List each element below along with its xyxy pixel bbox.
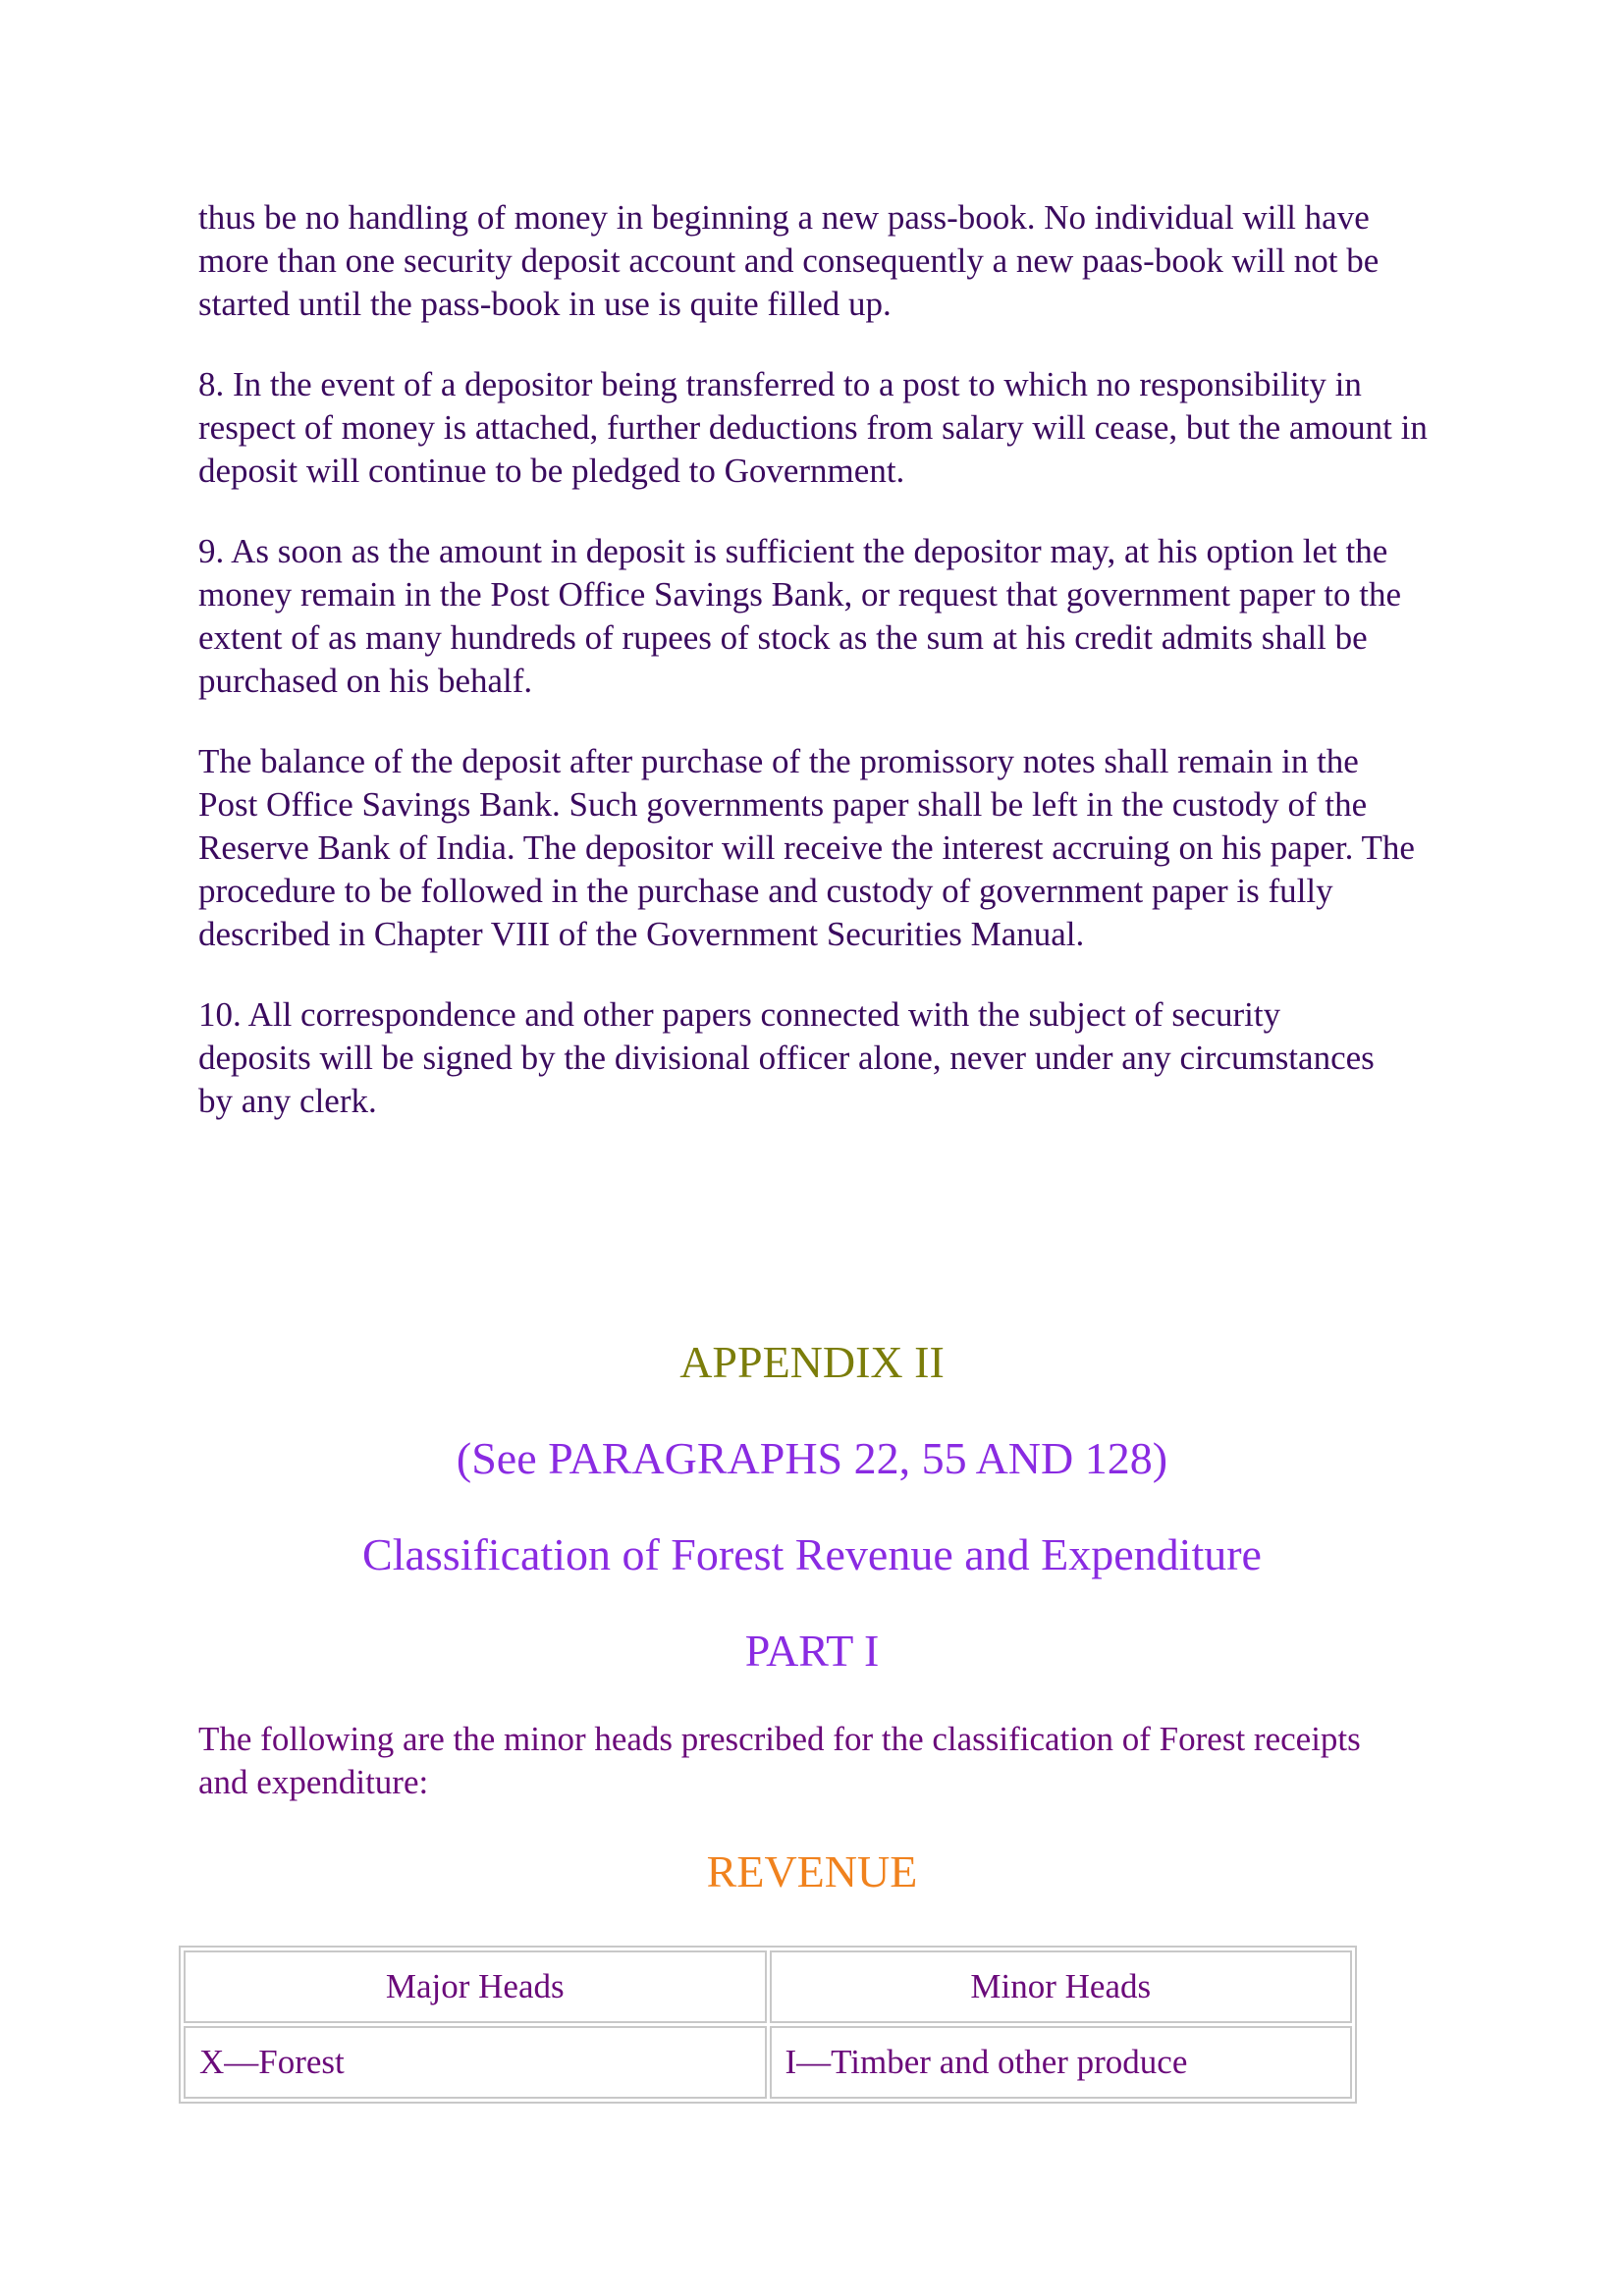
paragraph-pass-book: thus be no handling of money in beginning a new pass-book. No individual will have more than one security deposit account and consequently a new paas-book will not be started until the pass-book in use is quite filled up. <box>198 198 1380 323</box>
part-heading: PART I <box>744 1626 880 1676</box>
appendix-title: APPENDIX II <box>679 1337 945 1387</box>
revenue-table <box>179 1946 1357 2104</box>
major-head-cell: X—Forest <box>184 2026 767 2099</box>
paragraph-9: 9. As soon as the amount in deposit is sufficient the depositor may, at his option let the money remain in the Post Office Savings Bank, or request that government paper to the extent of as many hundreds of rupees of stock as the sum at his credit admits shall be purchased on his behalf. <box>198 532 1402 700</box>
body-text <box>198 196 1475 1123</box>
table-row <box>184 2026 1352 2099</box>
minor-head-cell: I—Timber and other produce <box>770 2026 1353 2099</box>
classification-title: Classification of Forest Revenue and Expenditure <box>362 1529 1262 1579</box>
paragraph-reference: (See PARAGRAPHS 22, 55 AND 128) <box>456 1433 1168 1483</box>
paragraph-10: 10. All correspondence and other papers connected with the subject of security deposits will be signed by the divisional officer alone, never under any circumstances by any clerk. <box>198 995 1375 1120</box>
paragraph-balance: The balance of the deposit after purchase of the promissory notes shall remain in the Post Office Savings Bank. Such governments paper shall be left in the custody of the Reserve Bank of India. The depositor will receive the interest accruing on his paper. The procedure to be followed in the purchase and custody of government paper is fully described in Chapter VIII of the Government Securities Manual. <box>198 742 1415 953</box>
minor-heads-header: Minor Heads <box>770 1950 1353 2023</box>
revenue-heading: REVENUE <box>706 1846 918 1896</box>
major-heads-header: Major Heads <box>184 1950 767 2023</box>
table-header-row <box>184 1950 1352 2023</box>
intro-text: The following are the minor heads prescribed for the classification of Forest receipts and expenditure: <box>198 1720 1361 1801</box>
paragraph-8: 8. In the event of a depositor being transferred to a post to which no responsibility in respect of money is attached, further deductions from salary will cease, but the amount in deposit will continue to be pledged to Government. <box>198 365 1428 490</box>
